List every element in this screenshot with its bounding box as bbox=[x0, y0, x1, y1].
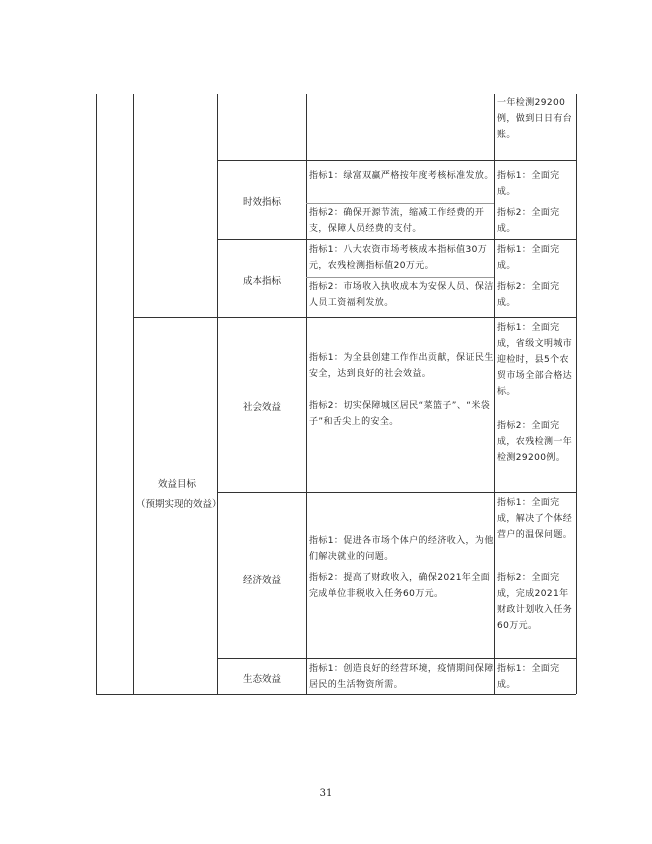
table-border-left bbox=[96, 94, 97, 694]
result-text: 指标1：全面完成。 bbox=[497, 245, 560, 271]
result-text: 指标1：全面完成，省级文明城市迎检时，县5个农贸市场全部合格达标。 bbox=[497, 323, 573, 397]
subcategory-cost: 成本指标 bbox=[242, 276, 281, 287]
indicator-text: 指标1：八大农资市场考核成本指标值30万元，农残检测指标值20万元。 bbox=[309, 245, 488, 271]
row-divider bbox=[217, 492, 576, 493]
result-text: 指标2：全面完成，农残检测一年检测29200例。 bbox=[497, 421, 573, 463]
indicator-text: 指标1：创造良好的经营环境，疫情期间保障居民的生活物资所需。 bbox=[309, 664, 494, 690]
result-text: 指标1：全面完成，解决了个体经营户的温保问题。 bbox=[497, 498, 573, 540]
column-divider bbox=[217, 94, 218, 694]
row-divider bbox=[217, 658, 576, 659]
result-text: 指标2：全面完成。 bbox=[497, 208, 560, 234]
inner-divider bbox=[306, 277, 494, 278]
table-border-bottom bbox=[96, 694, 576, 695]
row-divider bbox=[217, 239, 576, 240]
subcategory-social: 社会效益 bbox=[242, 402, 281, 413]
result-text: 指标2：全面完成。 bbox=[497, 282, 560, 308]
indicator-text: 指标1：为全县创建工作作出贡献，保证民生安全，达到良好的社会效益。 bbox=[309, 353, 494, 379]
indicator-text: 指标2：市场收入执收成本为安保人员、保洁人员工资福利发放。 bbox=[309, 282, 494, 308]
row-divider bbox=[217, 160, 576, 161]
table-border-right bbox=[576, 94, 577, 694]
result-text: 指标2：全面完成，完成2021年财政计划收入任务60万元。 bbox=[497, 573, 573, 631]
subcategory-timeliness: 时效指标 bbox=[242, 197, 281, 208]
result-text: 指标1：全面完成。 bbox=[497, 664, 560, 690]
inner-divider bbox=[306, 203, 494, 204]
column-divider bbox=[306, 94, 307, 694]
result-cell-first: 一年检测29200例，做到日日有台账。 bbox=[497, 98, 573, 140]
column-divider bbox=[494, 94, 495, 694]
page-number: 31 bbox=[319, 788, 333, 799]
category-label: 效益目标 bbox=[157, 479, 196, 490]
subcategory-ecological: 生态效益 bbox=[242, 674, 281, 685]
indicator-text: 指标2：切实保障城区居民“菜篮子”、“米袋子”和舌尖上的安全。 bbox=[309, 401, 491, 427]
indicator-text: 指标1：绿富双赢严格按年度考核标准发放。 bbox=[309, 171, 494, 181]
indicator-text: 指标2：确保开源节流，缩减工作经费的开支，保障人员经费的支付。 bbox=[309, 208, 485, 234]
category-label-note: （预期实现的效益） bbox=[136, 499, 222, 510]
column-divider bbox=[133, 94, 134, 694]
indicator-text: 指标1：促进各市场个体户的经济收入，为他们解决就业的问题。 bbox=[309, 536, 494, 562]
subcategory-economic: 经济效益 bbox=[242, 575, 281, 586]
result-text: 指标1：全面完成。 bbox=[497, 171, 560, 197]
indicator-text: 指标2：提高了财政收入，确保2021年全面完成单位非税收入任务60万元。 bbox=[309, 573, 491, 599]
row-divider bbox=[133, 317, 576, 318]
